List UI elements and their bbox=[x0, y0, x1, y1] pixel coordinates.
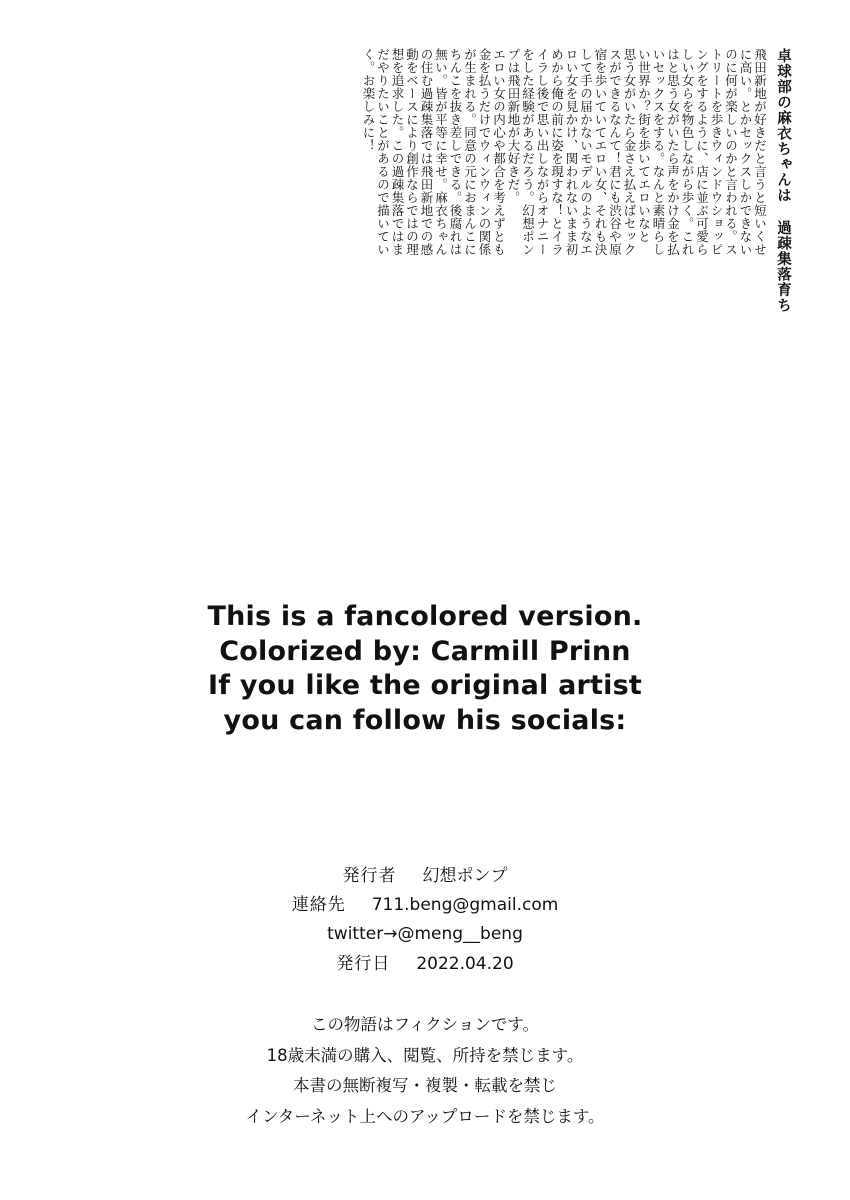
afterword-column: をした経験があるだろう。幻想ポン bbox=[520, 48, 536, 256]
afterword-column: はと思う女がいたら声をかけ金を払 bbox=[665, 48, 681, 256]
colophon-contact-row bbox=[0, 891, 850, 920]
afterword-column: 想を追求した。この過疎集落ではま bbox=[390, 48, 405, 256]
afterword-column: トリートを歩きウィンドウショッピ bbox=[709, 48, 724, 256]
afterword-column: の住む過疎集落では飛田新地での感 bbox=[419, 48, 434, 256]
afterword-column: ちんこを抜き差しできる。後腐れは bbox=[448, 48, 463, 256]
afterword-title: 卓球部の麻衣ちゃんは 過疎集落育ち bbox=[775, 48, 791, 313]
afterword-column: い世界か？街を歩いてエロいなと bbox=[636, 48, 652, 243]
afterword-column: スができるなんて！君にも渋谷や原 bbox=[607, 48, 623, 256]
afterword-column: いセックスをする。なんと素晴らし bbox=[651, 48, 666, 256]
publisher-label: 発行者 bbox=[342, 866, 397, 886]
afterword-column: に高い。とかセックスしかできない bbox=[738, 48, 753, 256]
afterword-column: 飛田新地が好きだと言うと短いくせ bbox=[752, 48, 768, 256]
afterword-column: 動をベースにより創作ならではの理 bbox=[404, 48, 420, 256]
afterword-column: エロい女の内心や都合を考えずとも bbox=[491, 48, 507, 256]
colophon-block bbox=[0, 862, 850, 979]
notice-line-3: 本書の無断複写・複製・転載を禁じ bbox=[293, 1076, 557, 1096]
afterword-column: プは飛田新地が大好きだ。 bbox=[506, 48, 521, 204]
afterword-column: して手の届かないモデルのようなエ bbox=[578, 48, 594, 256]
legal-notices bbox=[0, 1010, 850, 1132]
afterword-column: イラし後で思い出しながらオナニー bbox=[535, 48, 550, 256]
afterword-column: 無い。皆が平等に幸せ。麻衣ちゃん bbox=[433, 48, 449, 256]
afterword-column: のに何が楽しいのかと言われる。ス bbox=[723, 48, 739, 256]
afterword-block bbox=[60, 48, 790, 388]
afterword-column: 宿を歩いていてエロい女、それも決 bbox=[593, 48, 608, 256]
afterword-column: ングをするように、店に並ぶ可愛ら bbox=[694, 48, 710, 256]
credit-line-2: Colorized by: Carmill Prinn bbox=[219, 635, 631, 667]
afterword-column: が生まれる。同意の元におまんこに bbox=[462, 48, 478, 256]
afterword-column: 思う女がいたら金さえ払えばセック bbox=[622, 48, 637, 256]
afterword-column: く。お楽しみに！ bbox=[361, 48, 376, 152]
afterword-column: ロい女を見かけ、関われないまま初 bbox=[564, 48, 579, 256]
date-value: 2022.04.20 bbox=[416, 953, 514, 974]
contact-label: 連絡先 bbox=[291, 895, 346, 916]
twitter-handle[interactable]: twitter→@meng__beng bbox=[327, 924, 523, 945]
afterword-column: しい女らを物色しながら歩く。これ bbox=[680, 48, 695, 256]
notice-line-1: この物語はフィクションです。 bbox=[310, 1015, 540, 1034]
date-label: 発行日 bbox=[336, 953, 391, 974]
afterword-column: めから俺の前に姿を現すな！とイラ bbox=[549, 48, 565, 256]
contact-value[interactable]: 711.beng@gmail.com bbox=[371, 895, 559, 916]
afterword-column: だやりたいことがあるので描いてい bbox=[375, 48, 391, 256]
credit-line-1: This is a fancolored version. bbox=[207, 601, 643, 632]
fancolor-credit bbox=[0, 600, 850, 738]
colophon-date-row bbox=[0, 950, 850, 979]
credit-line-3: If you like the original artist bbox=[208, 670, 642, 702]
notice-line-2: 18歳未満の購入、閲覧、所持を禁じます。 bbox=[266, 1045, 584, 1065]
publisher-value: 幻想ポンプ bbox=[422, 866, 508, 886]
colophon-twitter-row bbox=[0, 920, 850, 949]
afterword-column: 金を払うだけでウィンウィンの関係 bbox=[477, 48, 492, 256]
colophon-publisher-row bbox=[0, 862, 850, 891]
credit-line-4: you can follow his socials: bbox=[223, 704, 627, 736]
notice-line-4: インターネット上へのアップロードを禁じます。 bbox=[245, 1106, 605, 1126]
